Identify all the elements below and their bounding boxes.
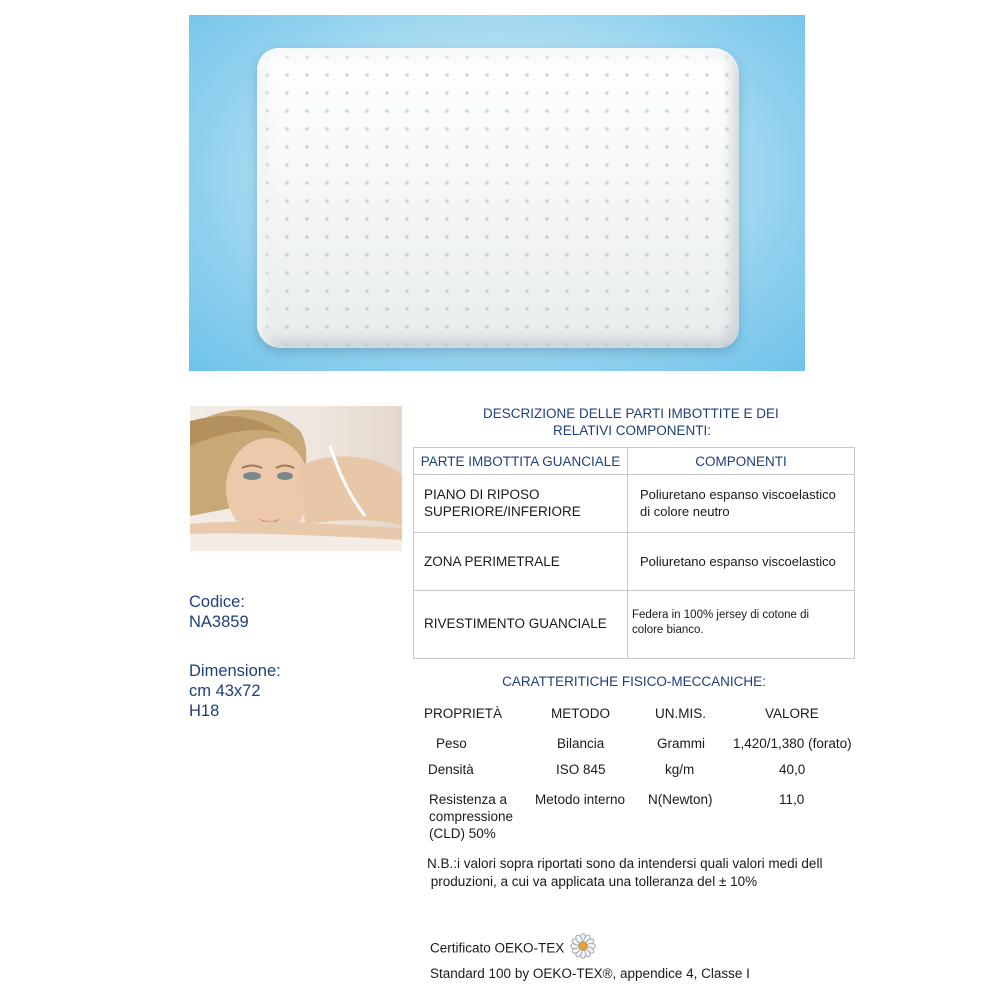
- specs-header-unit: UN.MIS.: [655, 706, 707, 721]
- standard-line: Standard 100 by OEKO-TEX®, appendice 4, Classe I: [430, 966, 750, 981]
- table-header-components: COMPONENTI: [695, 454, 787, 469]
- component-desc: di colore neutro: [640, 504, 730, 519]
- spec-value: 1,420/1,380 (forato): [733, 736, 852, 751]
- height-value: H18: [189, 702, 220, 720]
- table-row-divider: [414, 590, 854, 591]
- woman-resting-photo: [190, 406, 402, 551]
- specs-header-value: VALORE: [765, 706, 819, 721]
- part-name: RIVESTIMENTO GUANCIALE: [424, 616, 607, 631]
- table-divider: [627, 448, 628, 658]
- code-value: NA3859: [189, 613, 249, 631]
- spec-property-line: Resistenza a: [429, 792, 508, 807]
- specs-title: CARATTERITICHE FISICO-MECCANICHE:: [502, 674, 766, 689]
- nb-note: [427, 855, 822, 891]
- spec-method: Bilancia: [557, 736, 605, 751]
- code-label: Codice:: [189, 593, 245, 611]
- component-desc: Poliuretano espanso viscoelastico: [640, 554, 836, 569]
- table-row-divider: [414, 532, 854, 533]
- spec-method: ISO 845: [556, 762, 606, 777]
- oeko-tex-flower-icon: [570, 933, 596, 965]
- table-row: [632, 608, 809, 638]
- spec-property-line: compressione: [429, 809, 514, 824]
- spec-property: Peso: [436, 736, 467, 751]
- nb-note-line: produzioni, a cui va applicata una tolleranza del ± 10%: [427, 874, 758, 889]
- pillow-shape: [257, 48, 739, 348]
- table-header-part: PARTE IMBOTTITA GUANCIALE: [420, 454, 621, 469]
- product-code-block: [189, 592, 249, 632]
- specs-header-property: PROPRIETÀ: [424, 706, 503, 721]
- spec-unit: kg/m: [665, 762, 695, 777]
- description-title-line1: DESCRIZIONE DELLE PARTI IMBOTTITE E DEI: [483, 406, 779, 421]
- spec-unit: Grammi: [657, 736, 705, 751]
- component-desc: Federa in 100% jersey di cotone di: [632, 609, 810, 621]
- spec-method: Metodo interno: [535, 792, 626, 807]
- certificate-line: [430, 933, 596, 965]
- spec-property: Densità: [428, 762, 474, 777]
- component-desc: colore bianco.: [632, 624, 704, 636]
- dimension-value: cm 43x72: [189, 682, 261, 700]
- table-header-divider: [414, 474, 854, 475]
- part-name: SUPERIORE/INFERIORE: [424, 504, 581, 519]
- dimension-label: Dimensione:: [189, 662, 281, 680]
- components-table: [413, 447, 855, 659]
- product-dimension-block: [189, 661, 281, 721]
- part-name: ZONA PERIMETRALE: [424, 554, 560, 569]
- spec-unit: N(Newton): [648, 792, 713, 807]
- component-desc: Poliuretano espanso viscoelastico: [640, 487, 836, 502]
- specs-header-method: METODO: [551, 706, 611, 721]
- table-row: [424, 553, 560, 570]
- table-row: [424, 486, 581, 520]
- table-row: [640, 486, 836, 520]
- spec-property-line: (CLD) 50%: [429, 826, 496, 841]
- spec-value: 40,0: [779, 762, 806, 777]
- spec-value: 11,0: [779, 792, 805, 807]
- pillow-photo: [189, 15, 805, 371]
- portrait-illustration: [190, 406, 402, 551]
- spec-property: [429, 791, 513, 842]
- description-title-line2: RELATIVI COMPONENTI:: [553, 423, 712, 438]
- certificate-text: Certificato OEKO-TEX: [430, 940, 565, 956]
- nb-note-line: N.B.:i valori sopra riportati sono da intendersi quali valori medi dell: [427, 856, 823, 871]
- part-name: PIANO DI RIPOSO: [424, 487, 540, 502]
- table-row: [640, 553, 836, 570]
- table-row: [424, 615, 607, 632]
